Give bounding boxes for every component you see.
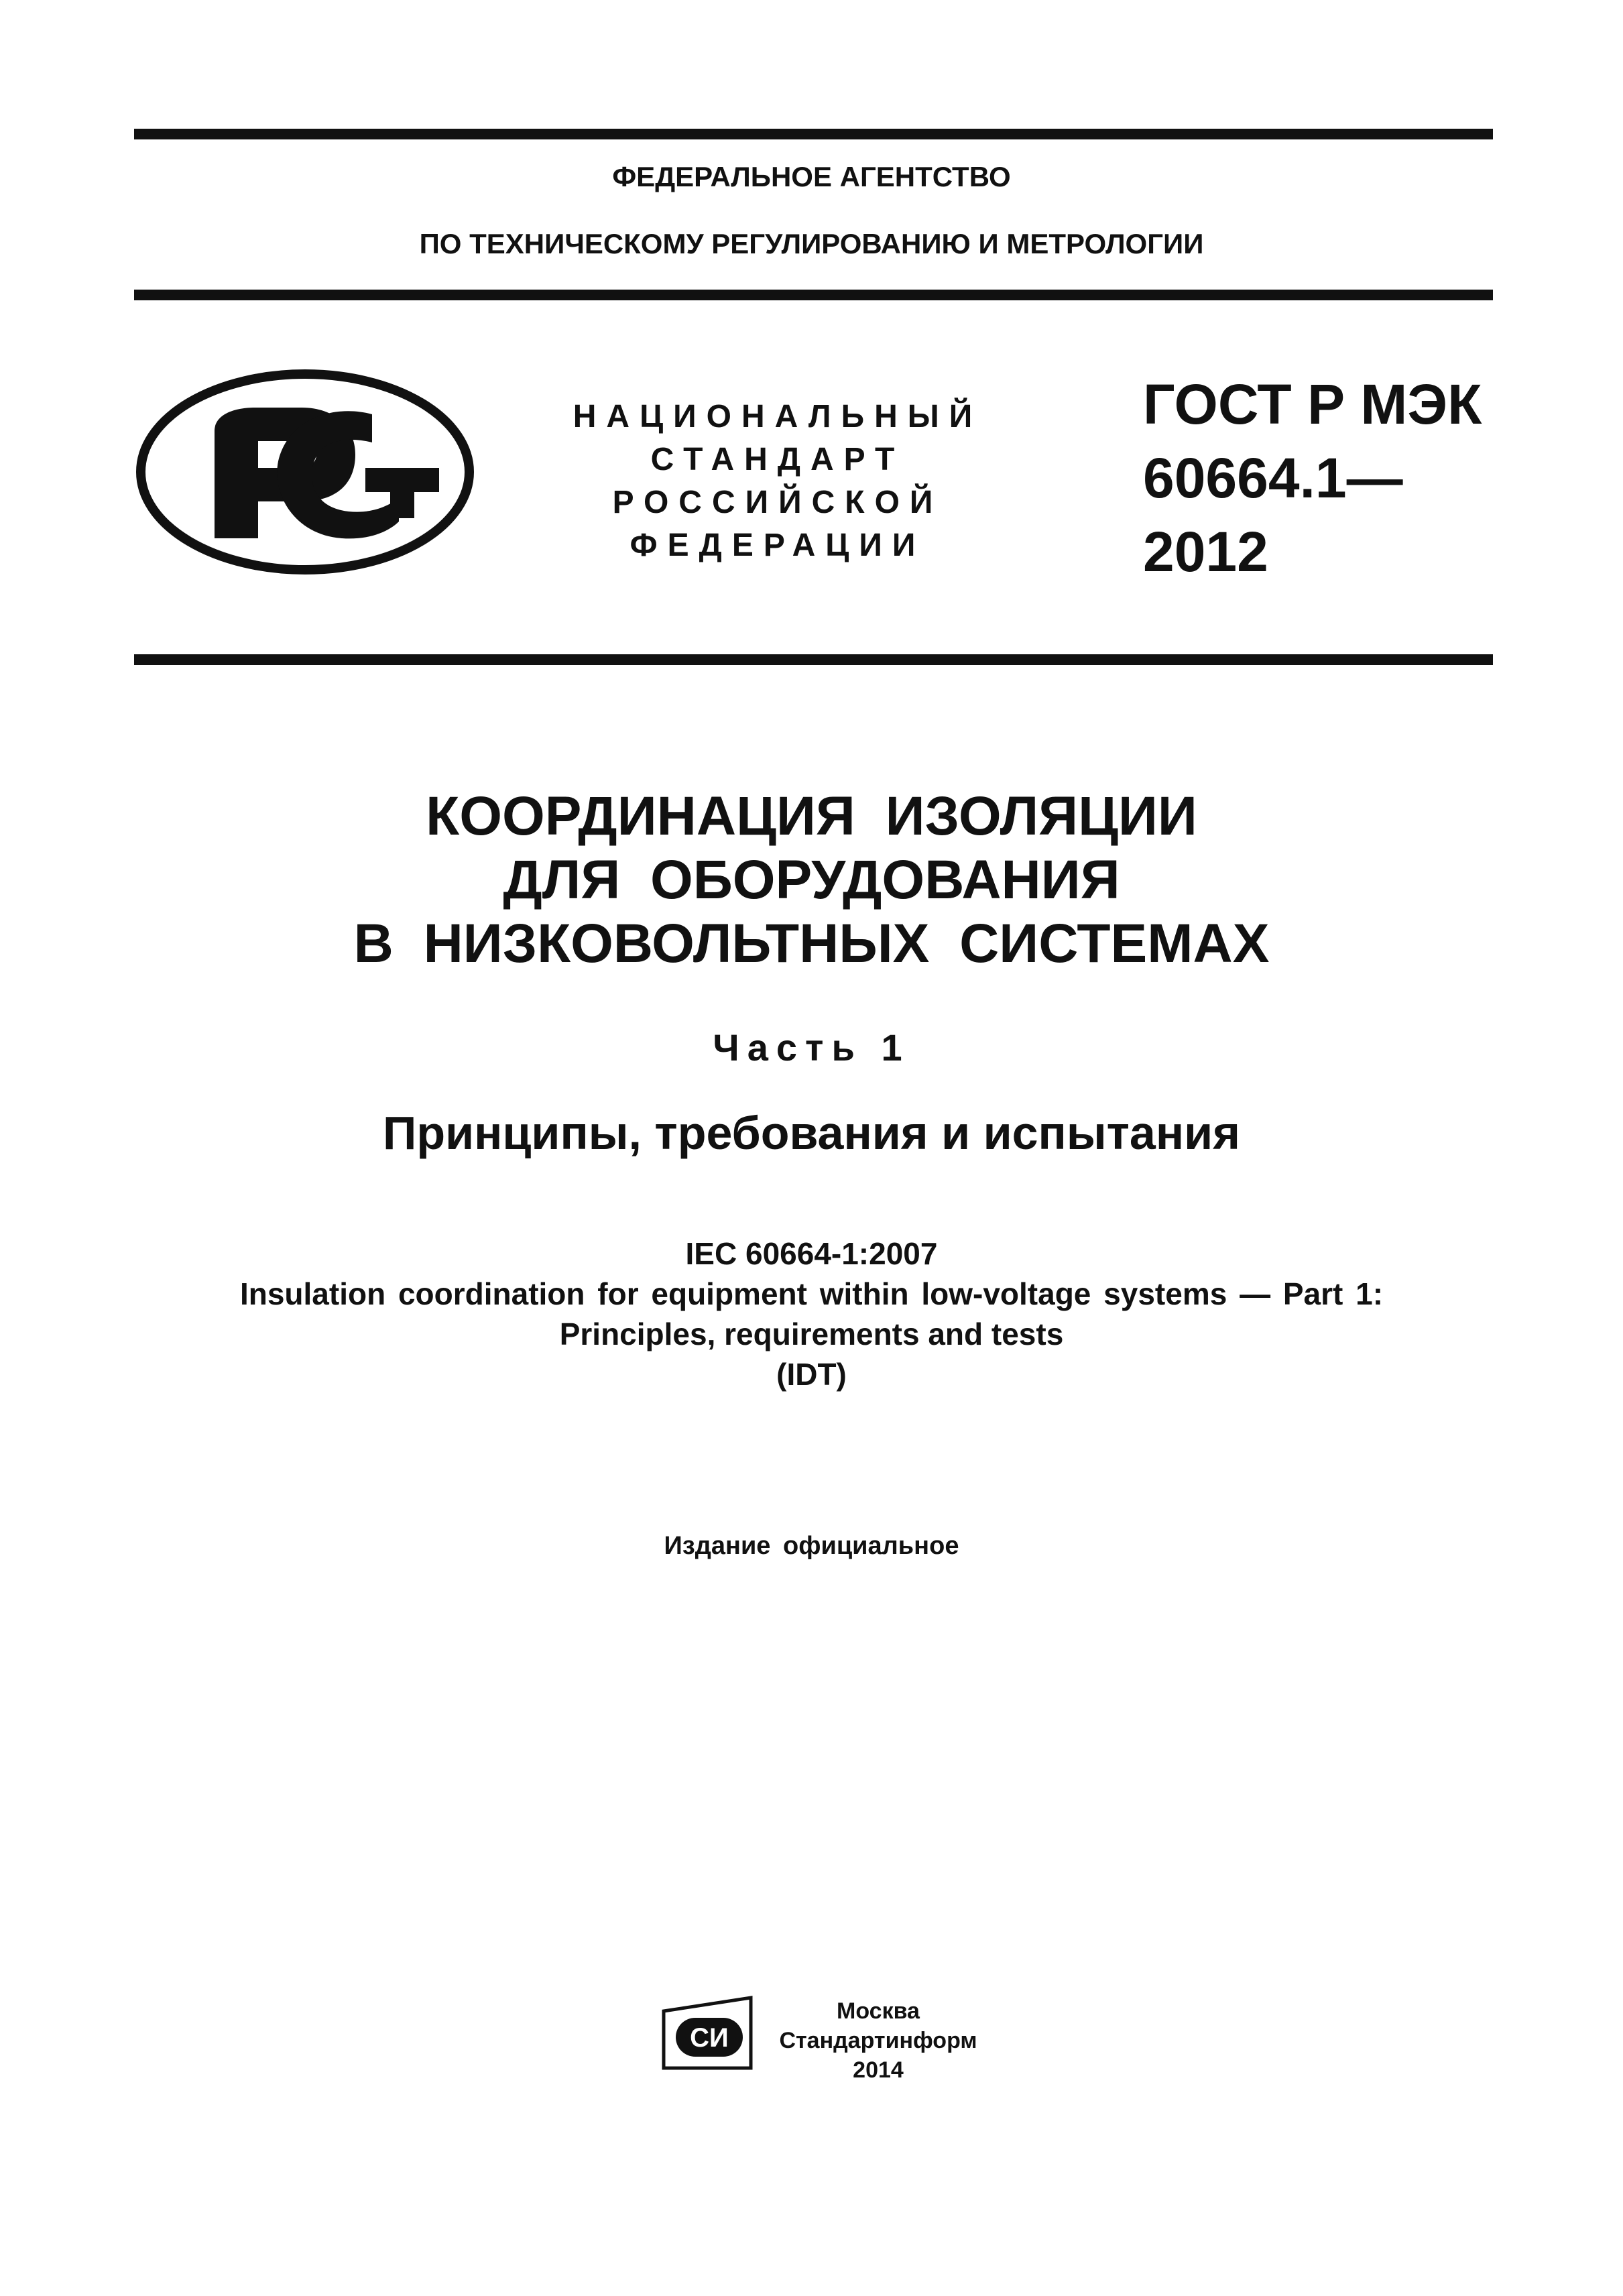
agency-line-2: ПО ТЕХНИЧЕСКОМУ РЕГУЛИРОВАНИЮ И МЕТРОЛОГИИ	[419, 228, 1204, 259]
designation-line-1: ГОСТ Р МЭК	[1143, 373, 1482, 436]
designation-line-3: 2012	[1143, 520, 1268, 583]
standard-type-line-3: РОССИЙСКОЙ	[612, 485, 943, 520]
title-line-3: В НИЗКОВОЛЬТНЫХ СИСТЕМАХ	[353, 913, 1270, 974]
edition-label: Издание официальное	[664, 1532, 959, 1560]
iec-number: IEC 60664-1:2007	[685, 1236, 938, 1271]
svg-text:СИ: СИ	[690, 2023, 729, 2053]
designation-line-2: 60664.1—	[1143, 446, 1403, 509]
rst-logo-icon	[134, 367, 476, 577]
publisher-name: Стандартинформ	[779, 2028, 977, 2053]
iec-title-line-2: Principles, requirements and tests	[559, 1317, 1064, 1351]
part-label: Часть 1	[713, 1026, 910, 1069]
publisher-city: Москва	[837, 1998, 920, 2024]
standard-type-line-1: НАЦИОНАЛЬНЫЙ	[573, 399, 983, 434]
standartinform-logo-icon	[657, 1994, 758, 2075]
standard-type-line-4: ФЕДЕРАЦИИ	[629, 528, 926, 563]
iec-title-line-1: Insulation coordination for equipment within low-voltage systems — Part 1:	[239, 1276, 1384, 1311]
publisher-block	[764, 1996, 992, 2085]
agency-line-1: ФЕДЕРАЛЬНОЕ АГЕНТСТВО	[612, 161, 1011, 192]
top-rule	[134, 129, 1493, 139]
title-line-1: КООРДИНАЦИЯ ИЗОЛЯЦИИ	[426, 786, 1197, 847]
publisher-year: 2014	[853, 2057, 904, 2083]
title-line-2: ДЛЯ ОБОРУДОВАНИЯ	[503, 849, 1120, 910]
agency-bottom-rule	[134, 290, 1493, 300]
subtitle: Принципы, требования и испытания	[383, 1107, 1240, 1159]
standard-type-line-2: СТАНДАРТ	[650, 442, 905, 477]
header-bottom-rule	[134, 654, 1493, 665]
iec-idt: (IDT)	[776, 1357, 847, 1392]
